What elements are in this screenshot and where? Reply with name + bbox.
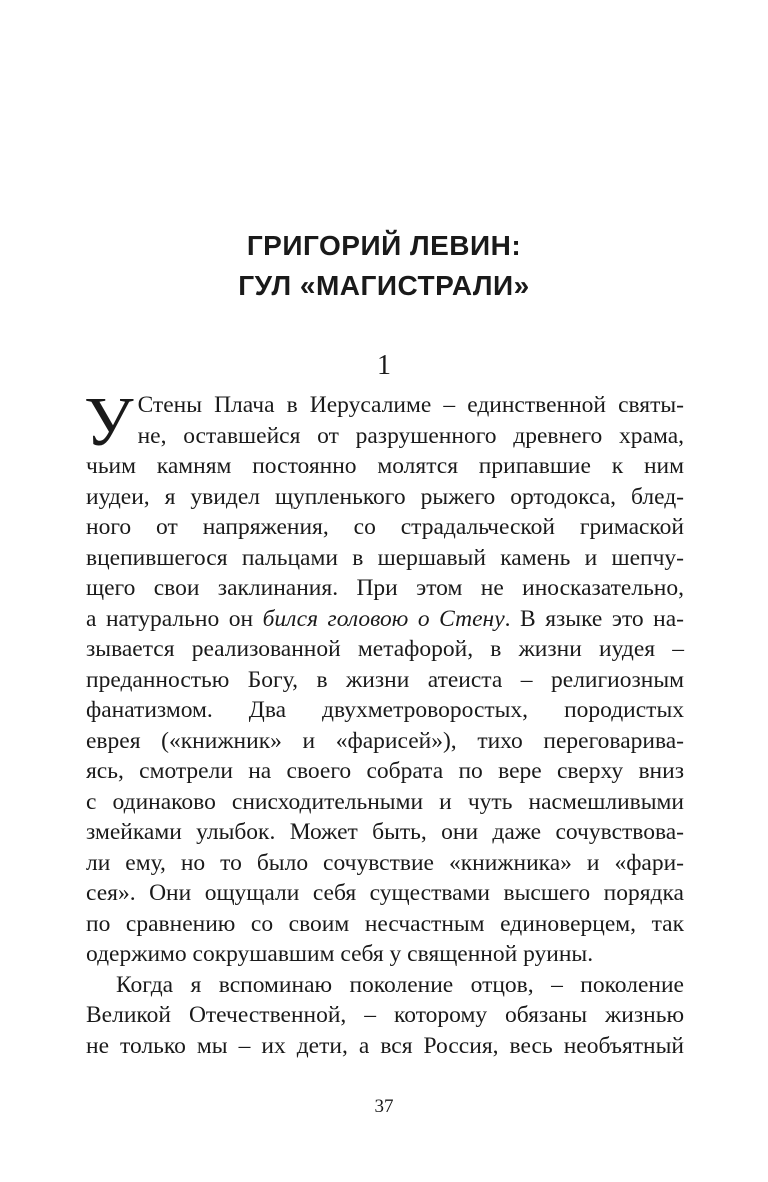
text-line: иудеи, я увидел щупленького рыжего ортодокса, блед- bbox=[86, 483, 684, 510]
text-line-with-italic bbox=[86, 604, 684, 635]
text-line: ли ему, но то было сочувствие «книжника» и «фари- bbox=[86, 849, 684, 876]
body-text bbox=[84, 384, 685, 1061]
text-line: ясь, смотрели на своего собрата по вере сверху вниз bbox=[86, 758, 684, 784]
chapter-number: 1 bbox=[377, 350, 391, 381]
text-line: щего свои заклинания. При этом не иносказательно, bbox=[86, 575, 684, 601]
text-line: змейками улыбок. Может быть, они даже сочувствова- bbox=[86, 819, 684, 845]
text-fragment: а натурально он bbox=[86, 605, 263, 632]
text-fragment: . В языке это на- bbox=[504, 605, 685, 632]
text-line: по сравнению со своим несчастным единоверцем, так bbox=[86, 910, 684, 937]
text-line: зывается реализованной метафорой, в жизни иудея – bbox=[86, 636, 684, 662]
text-line: не только мы – их дети, а вся Россия, весь необъятный bbox=[86, 1032, 684, 1059]
text-line: чьим камням постоянно молятся припавшие к ним bbox=[86, 453, 684, 479]
page-number: 37 bbox=[374, 1096, 394, 1117]
drop-cap: У bbox=[84, 384, 134, 461]
text-line: еврея («книжник» и «фарисей»), тихо переговарива- bbox=[86, 727, 684, 754]
text-line: Стены Плача в Иерусалиме – единственной святы- bbox=[137, 392, 684, 418]
text-line: ного от напряжения, со страдальческой гримаской bbox=[86, 514, 684, 540]
text-line: одержимо сокрушавшим себя у священной руины. bbox=[86, 941, 594, 967]
text-line: Когда я вспоминаю поколение отцов, – поколение bbox=[116, 971, 684, 998]
text-line: вцепившегося пальцами в шершавый камень и шепчу- bbox=[86, 544, 684, 571]
title-line-1: ГРИГОРИЙ ЛЕВИН: bbox=[246, 230, 522, 261]
title-line-2: ГУЛ «МАГИСТРАЛИ» bbox=[238, 270, 530, 301]
text-line: не, оставшейся от разрушенного древнего храма, bbox=[137, 422, 684, 449]
text-line: фанатизмом. Два двухметроворостых, породистых bbox=[86, 697, 684, 723]
text-line: с одинаково снисходительными и чуть насмешливыми bbox=[86, 788, 684, 815]
text-line: сея». Они ощущали себя существами высшего порядка bbox=[86, 880, 684, 906]
italic-phrase: бился головою о Стену bbox=[262, 605, 505, 632]
text-line: преданностью Богу, в жизни атеиста – религиозным bbox=[86, 666, 684, 693]
text-line: Великой Отечественной, – которому обязаны жизнью bbox=[86, 1002, 684, 1028]
